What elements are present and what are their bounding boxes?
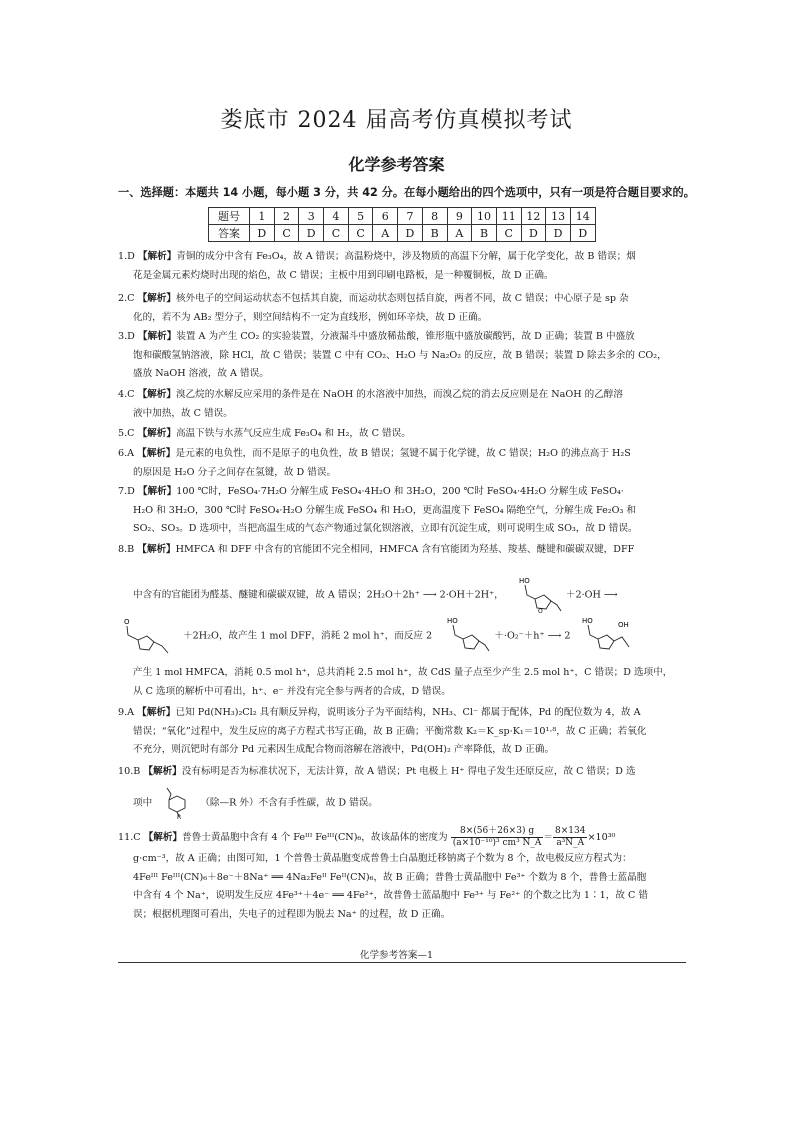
item-text: 装置 A 为产生 CO₂ 的实验装置，分液漏斗中盛放稀盐酸，锥形瓶中盛放碳酸钙，故 D 正确；装置 B 中盛放	[176, 331, 635, 342]
item-text: ＋2H₂O，故产生 1 mol DFF，消耗 2 mol h⁺，而反应 2	[183, 630, 433, 642]
item-number: 11.	[118, 832, 134, 843]
item-text: ＋2·OH ⟶	[565, 589, 618, 601]
item-letter: B	[127, 544, 135, 555]
item-text: 液中加热，故 C 错误。	[133, 407, 233, 419]
table-cell: 9	[447, 208, 472, 225]
answer-item-11-rest	[118, 850, 686, 925]
molecule-label: HO	[518, 577, 530, 585]
footer-divider	[118, 962, 686, 963]
table-cell: 13	[546, 208, 571, 225]
answer-item-8	[118, 541, 686, 560]
item-number: 10.	[118, 766, 134, 777]
item-letter: C	[127, 389, 135, 400]
page-title: 娄底市 2024 届高考仿真模拟考试	[220, 108, 573, 133]
table-cell: D	[521, 225, 546, 242]
analysis-tag: 【解析】	[137, 389, 176, 400]
item-text: 溴乙烷的水解反应采用的条件是在 NaOH 的水溶液中加热，而溴乙烷的消去反应则是在 NaOH 的乙醇溶	[175, 389, 623, 400]
item-letter: B	[133, 766, 141, 777]
page-subtitle: 化学参考答案	[348, 155, 445, 174]
density-fraction	[451, 826, 544, 849]
answer-item-8-line3	[118, 615, 686, 657]
item-letter: C	[127, 428, 135, 439]
answer-table-answers-row	[209, 225, 596, 242]
table-header-answer: 答案	[209, 225, 250, 242]
item-text: 中含有的官能团为醛基、醚键和碳碳双键，故 A 错误；2H₂O＋2h⁺ ⟶ 2·OH＋2H⁺，	[133, 589, 504, 601]
molecule-label: OH	[617, 621, 629, 629]
table-cell: 7	[398, 208, 423, 225]
answer-table-numbers-row	[209, 208, 596, 225]
answer-table	[208, 207, 596, 242]
dff-molecule-icon	[118, 615, 180, 657]
hmf-molecule-icon	[435, 615, 491, 657]
table-cell: A	[447, 225, 472, 242]
answer-item-11	[118, 826, 686, 849]
item-text: 100 ℃时，FeSO₄·7H₂O 分解生成 FeSO₄·4H₂O 和 3H₂O，200 ℃时 FeSO₄·4H₂O 分解生成 FeSO₄·	[176, 486, 624, 497]
answer-item-10-line2	[118, 786, 686, 820]
item-text: 的原因是 H₂O 分子之间存在氢键，故 D 错误。	[133, 466, 337, 478]
molecule-label: O	[124, 618, 130, 626]
item-text: 青铜的成分中含有 Fe₃O₄，故 A 错误；高温粉烧中，涉及物质的高温下分解，属于化学变化，故 B 错误；烟	[176, 251, 636, 262]
table-cell: C	[274, 225, 299, 242]
table-cell: B	[472, 225, 497, 242]
item-number: 8.	[118, 544, 128, 555]
table-cell: 12	[521, 208, 546, 225]
molecule-label: R	[177, 814, 182, 820]
item-number: 6.	[118, 448, 128, 459]
answer-item-8-line4	[118, 664, 686, 701]
answer-item-8-line2	[118, 575, 686, 615]
page-footer: 化学参考答案—1	[359, 950, 434, 961]
table-cell: A	[373, 225, 398, 242]
answer-item-5	[118, 425, 686, 444]
analysis-tag: 【解析】	[143, 766, 182, 777]
item-text: 没有标明是否为标准状况下，无法计算，故 A 错误；Pt 电极上 H⁺ 得电子发生还原反应，故 C 错误；D 选	[181, 766, 636, 777]
item-number: 4.	[118, 389, 128, 400]
item-text: 高温下铁与水蒸气反应生成 Fe₃O₄ 和 H₂，故 C 错误。	[175, 428, 411, 439]
analysis-tag: 【解析】	[137, 331, 177, 342]
item-number: 2.	[118, 293, 128, 304]
item-text: （除—R 外）不含有手性碳，故 D 错误。	[200, 797, 378, 809]
item-text: 4Feᴵᴵᴵ Feᴵᴵᴵ(CN)₆＋8e⁻＋8Na⁺ ══ 4Na₂Feᴵᴵ Feᴵᴵ(CN)₆，故 B 正确；普鲁士黄晶胞中 Fe³⁺ 个数为 8 个，普鲁士蓝晶胞	[133, 871, 647, 883]
answer-item-2	[118, 290, 686, 327]
fraction-denominator: a³N_A	[556, 838, 585, 848]
item-text: 核外电子的空间运动状态不包括其自旋，而运动状态则包括自旋，两者不同，故 C 错误；中心原子是 sp 杂	[175, 293, 629, 304]
answer-item-6	[118, 445, 686, 482]
table-cell: D	[299, 225, 324, 242]
molecule-label: HO	[581, 617, 593, 625]
analysis-tag: 【解析】	[137, 486, 177, 497]
item-number: 5.	[118, 428, 128, 439]
answer-item-10	[118, 763, 686, 782]
item-letter: C	[127, 293, 135, 304]
item-number: 1.	[118, 251, 128, 262]
item-text: 化的，若不为 AB₂ 型分子，则空间结构不一定为直线形，例如环辛炔，故 D 正确。	[133, 311, 488, 323]
table-cell: 1	[250, 208, 275, 225]
table-cell: C	[324, 225, 349, 242]
item-text: 项中	[133, 797, 153, 809]
item-number: 3.	[118, 331, 128, 342]
item-number: 7.	[118, 486, 128, 497]
molecule-label: HO	[447, 617, 459, 625]
table-cell: D	[398, 225, 423, 242]
fraction-numerator: 8×(56＋26×3) g	[451, 826, 544, 838]
table-cell: 6	[373, 208, 398, 225]
analysis-tag: 【解析】	[137, 251, 177, 262]
hmfca-molecule-icon	[574, 615, 636, 657]
item-letter: D	[127, 486, 135, 497]
table-cell: C	[496, 225, 521, 242]
item-text: ＋·O₂⁻＋h⁺ ⟶ 2	[494, 630, 571, 642]
analysis-tag: 【解析】	[137, 707, 176, 718]
item-letter: A	[127, 707, 135, 718]
hmf-molecule-icon	[507, 575, 563, 615]
item-letter: A	[127, 448, 135, 459]
item-text: 不充分，则沉钯时有部分 Pd 元素因生成配合物而溶解在溶液中，Pd(OH)₂ 产率降低，故 D 正确。	[133, 744, 555, 756]
item-text: 饱和碳酸氢钠溶液，除 HCl，故 C 错误；装置 C 中有 CO₂、H₂O 与 Na₂O₂ 的反应，故 B 错误；装置 D 除去多余的 CO₂，	[133, 349, 667, 361]
fraction-numerator: 8×134	[555, 826, 586, 836]
table-cell: 8	[422, 208, 447, 225]
answer-item-4	[118, 386, 686, 423]
table-cell: 4	[324, 208, 349, 225]
item-text: 是元素的电负性，而不是原子的电负性，故 B 错误；氢键不属于化学键，故 C 错误；H₂O 的沸点高于 H₂S	[175, 448, 631, 459]
table-cell: D	[570, 225, 595, 242]
table-cell: D	[250, 225, 275, 242]
table-cell: C	[348, 225, 373, 242]
table-cell: D	[546, 225, 571, 242]
table-cell: B	[422, 225, 447, 242]
item-text: 普鲁士黄晶胞中含有 4 个 Feᴵᴵᴵ Feᴵᴵᴵ(CN)₆，故该晶体的密度为	[182, 832, 448, 843]
table-header-question: 题号	[209, 208, 250, 225]
answer-item-7	[118, 483, 686, 539]
item-letter: D	[127, 331, 135, 342]
table-cell: 14	[570, 208, 595, 225]
item-text: g·cm⁻³，故 A 正确；由图可知，1 个普鲁士黄晶胞变成普鲁士白晶胞迁移钠离子个数为 8 个，故电极反应方程式为：	[133, 853, 632, 864]
analysis-tag: 【解析】	[143, 832, 183, 843]
item-number: 9.	[118, 707, 128, 718]
answer-item-9	[118, 704, 686, 760]
item-letter: D	[127, 251, 135, 262]
item-text: 误；根据机理图可看出，失电子的过程即为脱去 Na⁺ 的过程，故 D 正确。	[133, 909, 451, 921]
table-cell: 11	[496, 208, 521, 225]
item-letter: C	[133, 832, 141, 843]
table-cell: 3	[299, 208, 324, 225]
answer-item-1	[118, 248, 686, 285]
item-text: HMFCA 和 DFF 中含有的官能团不完全相同，HMFCA 含有官能团为羟基、羧基、醚键和碳碳双键，DFF	[175, 544, 635, 555]
density-fraction	[553, 826, 587, 849]
analysis-tag: 【解析】	[137, 428, 176, 439]
table-cell: 2	[274, 208, 299, 225]
molecule-label: O	[537, 608, 543, 615]
item-text: ＝	[543, 832, 554, 843]
styrene-molecule-icon	[155, 786, 197, 820]
item-text: 错误；“氧化”过程中，发生反应的离子方程式书写正确，故 B 正确；平衡常数 K₂＝K_sp·K₁＝10¹·⁸，故 C 正确；若氧化	[133, 725, 647, 737]
analysis-tag: 【解析】	[137, 544, 176, 555]
item-text: H₂O 和 3H₂O，300 ℃时 FeSO₄·H₂O 分解生成 FeSO₄ 和 H₂O，更高温度下 FeSO₄ 隔绝空气，分解生成 Fe₂O₃ 和	[133, 504, 636, 516]
analysis-tag: 【解析】	[137, 448, 176, 459]
table-cell: 10	[472, 208, 497, 225]
section-heading: 一、选择题：本题共 14 小题，每小题 3 分，共 42 分。在每小题给出的四个选项中，只有一项是符合题目要求的。	[118, 186, 695, 199]
answer-item-3	[118, 328, 686, 384]
item-text: 已知 Pd(NH₃)₂Cl₂ 具有顺反异构，说明该分子为平面结构，NH₃、Cl⁻ 都属于配体，Pd 的配位数为 4，故 A	[175, 707, 641, 718]
table-cell: 5	[348, 208, 373, 225]
item-text: 产生 1 mol HMFCA，消耗 0.5 mol h⁺，总共消耗 2.5 mol h⁺，故 CdS 量子点至少产生 2.5 mol h⁺，C 错误；D 选项中，	[133, 667, 673, 678]
item-text: SO₂、SO₃。D 选项中，当把高温生成的气态产物通过氯化钡溶液，立即有沉淀生成，则可说明生成 SO₃，故 D 错误。	[133, 523, 638, 535]
item-text: 盛放 NaOH 溶液，故 A 错误。	[133, 368, 269, 380]
item-text: 花是金属元素灼烧时出现的焰色，故 C 错误；主板中用到印刷电路板，是一种覆铜板，故 D 正确。	[133, 269, 554, 281]
fraction-denominator: (a×10⁻¹⁰)³ cm³ N_A	[452, 838, 542, 848]
item-text: ×10³⁰	[587, 832, 616, 843]
item-text: 从 C 选项的解析中可看出，h⁺、e⁻ 并没有完全参与两者的合成，D 错误。	[133, 685, 451, 697]
item-text: 中含有 4 个 Na⁺，说明发生反应 4Fe³⁺＋4e⁻ ══ 4Fe²⁺，故普鲁士蓝晶胞中 Fe³⁺ 与 Fe²⁺ 的个数之比为 1∶1，故 C 错	[133, 890, 648, 902]
analysis-tag: 【解析】	[137, 293, 176, 304]
